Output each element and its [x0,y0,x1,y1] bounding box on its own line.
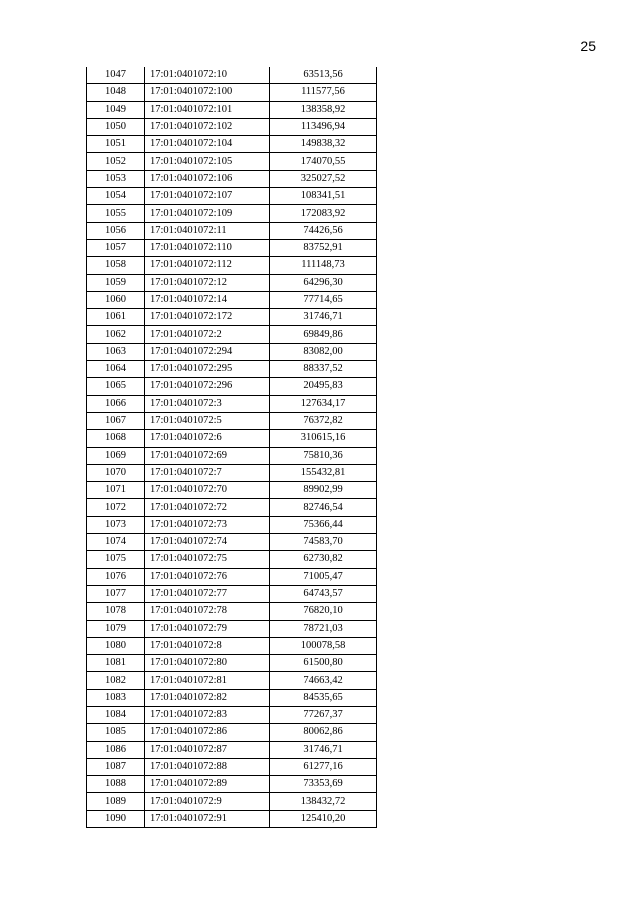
row-number-cell: 1073 [87,516,145,533]
row-number-cell: 1078 [87,603,145,620]
cadastral-number-cell: 17:01:0401072:5 [145,412,270,429]
row-number-cell: 1087 [87,758,145,775]
table-row [87,67,377,84]
value-cell: 20495,83 [270,378,377,395]
row-number-cell: 1047 [87,67,145,84]
table-row [87,776,377,793]
row-number-cell: 1049 [87,101,145,118]
value-cell: 113496,94 [270,118,377,135]
table-row [87,464,377,481]
value-cell: 64743,57 [270,585,377,602]
cadastral-number-cell: 17:01:0401072:86 [145,724,270,741]
value-cell: 88337,52 [270,361,377,378]
cadastral-number-cell: 17:01:0401072:8 [145,637,270,654]
value-cell: 74426,56 [270,222,377,239]
cadastral-number-cell: 17:01:0401072:77 [145,585,270,602]
value-cell: 100078,58 [270,637,377,654]
cadastral-number-cell: 17:01:0401072:91 [145,810,270,827]
value-cell: 61500,80 [270,655,377,672]
row-number-cell: 1075 [87,551,145,568]
cadastral-number-cell: 17:01:0401072:81 [145,672,270,689]
value-cell: 108341,51 [270,188,377,205]
value-cell: 71005,47 [270,568,377,585]
value-cell: 80062,86 [270,724,377,741]
table-row [87,257,377,274]
table-row [87,118,377,135]
cadastral-number-cell: 17:01:0401072:74 [145,534,270,551]
cadastral-number-cell: 17:01:0401072:11 [145,222,270,239]
cadastral-number-cell: 17:01:0401072:6 [145,430,270,447]
table-row [87,205,377,222]
value-cell: 83082,00 [270,343,377,360]
table-row [87,758,377,775]
value-cell: 127634,17 [270,395,377,412]
table-body [87,67,377,828]
table-row [87,430,377,447]
cadastral-number-cell: 17:01:0401072:88 [145,758,270,775]
value-cell: 89902,99 [270,482,377,499]
table-row [87,499,377,516]
table-row [87,222,377,239]
value-cell: 111577,56 [270,84,377,101]
table-row [87,741,377,758]
page-number: 25 [580,38,596,54]
cadastral-number-cell: 17:01:0401072:100 [145,84,270,101]
row-number-cell: 1090 [87,810,145,827]
value-cell: 111148,73 [270,257,377,274]
row-number-cell: 1062 [87,326,145,343]
value-cell: 77714,65 [270,291,377,308]
row-number-cell: 1067 [87,412,145,429]
value-cell: 69849,86 [270,326,377,343]
value-cell: 155432,81 [270,464,377,481]
row-number-cell: 1059 [87,274,145,291]
value-cell: 82746,54 [270,499,377,516]
row-number-cell: 1074 [87,534,145,551]
cadastral-number-cell: 17:01:0401072:295 [145,361,270,378]
row-number-cell: 1057 [87,239,145,256]
table-row [87,395,377,412]
row-number-cell: 1069 [87,447,145,464]
table-row [87,482,377,499]
value-cell: 78721,03 [270,620,377,637]
row-number-cell: 1086 [87,741,145,758]
table-row [87,568,377,585]
row-number-cell: 1054 [87,188,145,205]
table-row [87,361,377,378]
row-number-cell: 1052 [87,153,145,170]
table-row [87,516,377,533]
table-row [87,136,377,153]
row-number-cell: 1077 [87,585,145,602]
cadastral-number-cell: 17:01:0401072:14 [145,291,270,308]
table-row [87,84,377,101]
value-cell: 138358,92 [270,101,377,118]
value-cell: 62730,82 [270,551,377,568]
value-cell: 75810,36 [270,447,377,464]
value-cell: 76820,10 [270,603,377,620]
row-number-cell: 1089 [87,793,145,810]
cadastral-value-table [86,67,377,828]
table-row [87,620,377,637]
row-number-cell: 1076 [87,568,145,585]
table-row [87,326,377,343]
value-cell: 61277,16 [270,758,377,775]
cadastral-number-cell: 17:01:0401072:75 [145,551,270,568]
table-row [87,534,377,551]
row-number-cell: 1055 [87,205,145,222]
cadastral-number-cell: 17:01:0401072:102 [145,118,270,135]
row-number-cell: 1070 [87,464,145,481]
cadastral-number-cell: 17:01:0401072:82 [145,689,270,706]
cadastral-number-cell: 17:01:0401072:7 [145,464,270,481]
value-cell: 125410,20 [270,810,377,827]
row-number-cell: 1061 [87,309,145,326]
value-cell: 149838,32 [270,136,377,153]
table-row [87,239,377,256]
cadastral-number-cell: 17:01:0401072:105 [145,153,270,170]
value-cell: 31746,71 [270,309,377,326]
table-row [87,153,377,170]
row-number-cell: 1084 [87,706,145,723]
cadastral-number-cell: 17:01:0401072:294 [145,343,270,360]
cadastral-number-cell: 17:01:0401072:72 [145,499,270,516]
row-number-cell: 1053 [87,170,145,187]
row-number-cell: 1060 [87,291,145,308]
table-row [87,170,377,187]
value-cell: 325027,52 [270,170,377,187]
cadastral-number-cell: 17:01:0401072:107 [145,188,270,205]
cadastral-number-cell: 17:01:0401072:112 [145,257,270,274]
value-cell: 138432,72 [270,793,377,810]
row-number-cell: 1080 [87,637,145,654]
value-cell: 64296,30 [270,274,377,291]
cadastral-number-cell: 17:01:0401072:78 [145,603,270,620]
value-cell: 77267,37 [270,706,377,723]
table-row [87,101,377,118]
table-row [87,724,377,741]
table-row [87,672,377,689]
table-row [87,603,377,620]
table-row [87,412,377,429]
row-number-cell: 1066 [87,395,145,412]
table-row [87,378,377,395]
cadastral-number-cell: 17:01:0401072:80 [145,655,270,672]
table-row [87,188,377,205]
cadastral-number-cell: 17:01:0401072:83 [145,706,270,723]
cadastral-number-cell: 17:01:0401072:79 [145,620,270,637]
cadastral-number-cell: 17:01:0401072:109 [145,205,270,222]
table-row [87,447,377,464]
value-cell: 74583,70 [270,534,377,551]
table-row [87,585,377,602]
table-row [87,551,377,568]
value-cell: 174070,55 [270,153,377,170]
table-row [87,291,377,308]
table-row [87,655,377,672]
cadastral-number-cell: 17:01:0401072:69 [145,447,270,464]
value-cell: 63513,56 [270,67,377,84]
cadastral-number-cell: 17:01:0401072:104 [145,136,270,153]
row-number-cell: 1072 [87,499,145,516]
cadastral-number-cell: 17:01:0401072:89 [145,776,270,793]
cadastral-number-cell: 17:01:0401072:172 [145,309,270,326]
value-cell: 31746,71 [270,741,377,758]
row-number-cell: 1051 [87,136,145,153]
cadastral-number-cell: 17:01:0401072:106 [145,170,270,187]
cadastral-number-cell: 17:01:0401072:9 [145,793,270,810]
row-number-cell: 1085 [87,724,145,741]
value-cell: 84535,65 [270,689,377,706]
cadastral-number-cell: 17:01:0401072:101 [145,101,270,118]
row-number-cell: 1064 [87,361,145,378]
value-cell: 75366,44 [270,516,377,533]
row-number-cell: 1081 [87,655,145,672]
row-number-cell: 1048 [87,84,145,101]
row-number-cell: 1082 [87,672,145,689]
table-row [87,309,377,326]
cadastral-number-cell: 17:01:0401072:87 [145,741,270,758]
cadastral-number-cell: 17:01:0401072:110 [145,239,270,256]
cadastral-number-cell: 17:01:0401072:3 [145,395,270,412]
cadastral-number-cell: 17:01:0401072:12 [145,274,270,291]
cadastral-number-cell: 17:01:0401072:76 [145,568,270,585]
table-row [87,706,377,723]
row-number-cell: 1068 [87,430,145,447]
row-number-cell: 1083 [87,689,145,706]
row-number-cell: 1056 [87,222,145,239]
row-number-cell: 1088 [87,776,145,793]
row-number-cell: 1079 [87,620,145,637]
table-row [87,637,377,654]
cadastral-number-cell: 17:01:0401072:73 [145,516,270,533]
value-cell: 83752,91 [270,239,377,256]
cadastral-number-cell: 17:01:0401072:296 [145,378,270,395]
table-row [87,810,377,827]
row-number-cell: 1071 [87,482,145,499]
cadastral-number-cell: 17:01:0401072:10 [145,67,270,84]
table-row [87,274,377,291]
value-cell: 76372,82 [270,412,377,429]
value-cell: 310615,16 [270,430,377,447]
table-row [87,343,377,360]
cadastral-number-cell: 17:01:0401072:70 [145,482,270,499]
row-number-cell: 1063 [87,343,145,360]
row-number-cell: 1058 [87,257,145,274]
table-row [87,689,377,706]
row-number-cell: 1050 [87,118,145,135]
cadastral-number-cell: 17:01:0401072:2 [145,326,270,343]
table-row [87,793,377,810]
value-cell: 172083,92 [270,205,377,222]
value-cell: 73353,69 [270,776,377,793]
value-cell: 74663,42 [270,672,377,689]
row-number-cell: 1065 [87,378,145,395]
